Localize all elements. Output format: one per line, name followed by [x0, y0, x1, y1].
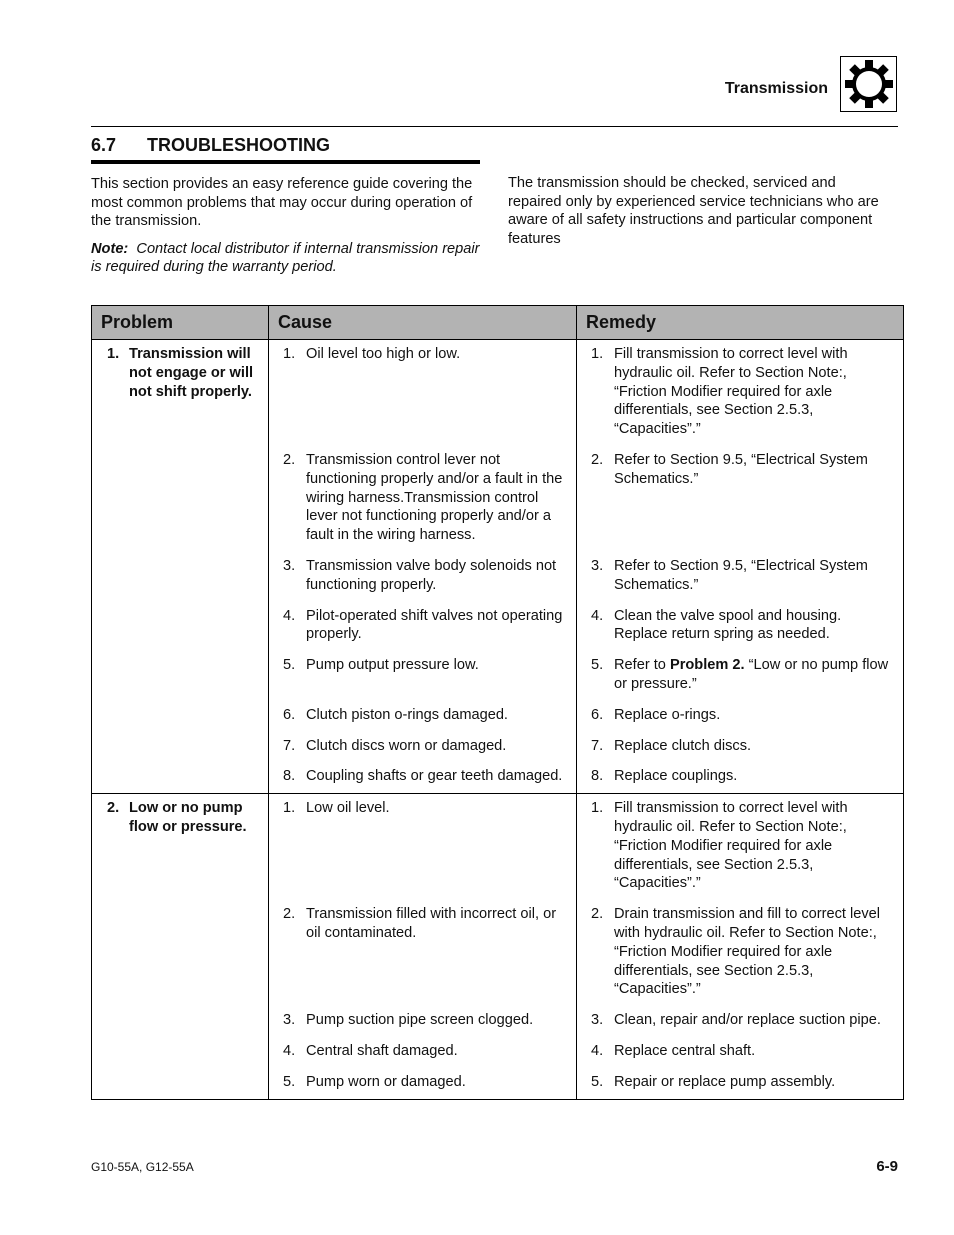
remedy-text: Fill transmission to correct level with hydraulic oil. Refer to Section Note:, “Friction Modifier required for axle differentials, see Section 2.5.3, “Capacities”.”	[614, 346, 848, 438]
remedy-cell	[577, 656, 904, 706]
remedy-text: Refer to Section 9.5, “Electrical System Schematics.”	[614, 451, 868, 487]
remedy-number: 8.	[591, 768, 604, 785]
remedy-item	[577, 345, 903, 439]
remedy-text	[614, 656, 893, 694]
remedy-number: 5.	[591, 1073, 604, 1090]
remedy-number: 2.	[591, 906, 604, 923]
remedy-cell	[577, 767, 904, 793]
cause-text: Pilot-operated shift valves not operating properly.	[306, 607, 563, 643]
remedy-item	[577, 767, 903, 786]
cause-text: Transmission control lever not functioning properly and/or a fault in the wiring harness.Transmission control lever not functioning properly and/or a fault in the wiring harness.	[306, 451, 563, 544]
remedy-item	[577, 706, 903, 725]
table-header-row	[92, 306, 904, 340]
remedy-problem-reference[interactable]: Problem 2.	[669, 657, 745, 674]
cause-item	[269, 557, 576, 595]
remedy-text-suffix: “Low or no pump flow or pressure.”	[614, 657, 889, 692]
remedy-text: Clean the valve spool and housing. Replace return spring as needed.	[614, 607, 842, 643]
cause-text: Pump output pressure low.	[306, 657, 479, 674]
remedy-item	[577, 557, 903, 595]
remedy-cell	[577, 340, 904, 451]
table-row	[92, 794, 904, 905]
section-underline	[91, 160, 480, 164]
remedy-text: Replace clutch discs.	[614, 737, 752, 754]
cause-item	[269, 767, 576, 786]
cause-item	[269, 737, 576, 756]
remedy-item	[577, 1011, 903, 1030]
cause-cell	[269, 1042, 577, 1073]
remedy-number: 5.	[591, 657, 604, 674]
cause-cell	[269, 737, 577, 768]
intro-paragraph: This section provides an easy reference guide covering the most common problems that may occur during operation of the transmission.	[91, 176, 473, 230]
table-row	[92, 340, 904, 451]
note-paragraph	[91, 240, 486, 277]
cause-number: 5.	[283, 1073, 296, 1090]
remedy-item	[577, 1042, 903, 1061]
remedy-text: Refer to Section 9.5, “Electrical System Schematics.”	[614, 557, 868, 593]
cause-cell	[269, 1011, 577, 1042]
problem-cell	[92, 340, 269, 794]
cause-text: Clutch piston o-rings damaged.	[306, 706, 508, 723]
remedy-cell	[577, 706, 904, 737]
cause-item	[269, 607, 576, 645]
cause-item	[269, 1073, 576, 1092]
remedy-item	[577, 1073, 903, 1092]
cause-item	[269, 656, 576, 675]
remedy-number: 7.	[591, 737, 604, 754]
cause-text: Pump worn or damaged.	[306, 1073, 466, 1090]
page-number: 6-9	[876, 1158, 898, 1175]
remedy-cell	[577, 737, 904, 768]
cause-text: Transmission filled with incorrect oil, or oil contaminated.	[306, 906, 557, 941]
header-remedy: Remedy	[577, 306, 904, 340]
cause-number: 1.	[283, 346, 296, 362]
cause-number: 4.	[283, 1042, 296, 1059]
cause-cell	[269, 607, 577, 657]
remedy-text: Clean, repair and/or replace suction pipe.	[614, 1012, 881, 1029]
remedy-text: Repair or replace pump assembly.	[614, 1073, 836, 1090]
cause-number: 2.	[283, 906, 296, 923]
cause-item	[269, 451, 576, 545]
remedy-text: Replace central shaft.	[614, 1042, 756, 1059]
remedy-number: 4.	[591, 1042, 604, 1059]
remedy-number: 2.	[591, 451, 604, 468]
cause-text: Pump suction pipe screen clogged.	[306, 1012, 534, 1029]
remedy-cell	[577, 1011, 904, 1042]
remedy-number: 6.	[591, 706, 604, 723]
remedy-number: 1.	[591, 800, 604, 817]
remedy-item	[577, 737, 903, 756]
note-label: Note:	[91, 240, 129, 257]
cause-cell	[269, 767, 577, 793]
problem-title: Transmission will not engage or will not shift properly.	[129, 346, 254, 400]
cause-number: 7.	[283, 737, 296, 754]
header-problem: Problem	[92, 306, 269, 340]
remedy-cell	[577, 451, 904, 557]
header-rule	[91, 126, 898, 127]
cause-cell	[269, 656, 577, 706]
remedy-number: 3.	[591, 557, 604, 574]
problem-number: 1.	[107, 346, 120, 362]
cause-cell	[269, 340, 577, 451]
header-cause: Cause	[269, 306, 577, 340]
cause-number: 6.	[283, 706, 296, 723]
remedy-cell	[577, 1073, 904, 1099]
chapter-title: Transmission	[724, 80, 828, 97]
remedy-text: Fill transmission to correct level with hydraulic oil. Refer to Section Note:, “Friction Modifier required for axle differentials, see Section 2.5.3, “Capacities”.”	[614, 800, 848, 892]
cause-number: 2.	[283, 451, 296, 468]
cause-cell	[269, 557, 577, 607]
intro-left-column	[91, 175, 486, 286]
cause-number: 4.	[283, 607, 296, 624]
problem-item	[92, 345, 268, 401]
cause-item	[269, 1011, 576, 1030]
remedy-cell	[577, 607, 904, 657]
cause-text: Oil level too high or low.	[306, 346, 461, 362]
cause-text: Coupling shafts or gear teeth damaged.	[306, 768, 563, 785]
cause-cell	[269, 451, 577, 557]
cause-number: 5.	[283, 657, 296, 674]
chapter-icon-box	[840, 56, 897, 112]
gear-icon	[844, 59, 894, 109]
remedy-text: Drain transmission and fill to correct level with hydraulic oil. Refer to Section Note:, “Friction Modifier required for axle differentials, see Section 2.5.3, “Capacities”.”	[614, 906, 881, 998]
problem-title: Low or no pump flow or pressure.	[129, 800, 247, 835]
remedy-cell	[577, 905, 904, 1011]
note-text: Contact local distributor if internal transmission repair is required during the warranty period.	[91, 240, 480, 276]
remedy-number: 4.	[591, 607, 604, 624]
intro-right-paragraph: The transmission should be checked, serviced and repaired only by experienced service technicians who are aware of all safety instructions and particular component features	[508, 175, 879, 247]
section-heading	[91, 135, 480, 156]
intro-right-column	[508, 174, 893, 248]
cause-number: 1.	[283, 800, 296, 817]
cause-cell	[269, 1073, 577, 1099]
cause-cell	[269, 905, 577, 1011]
section-number: 6.7	[91, 135, 117, 155]
remedy-text-prefix: Refer to	[614, 657, 670, 674]
section-title: TROUBLESHOOTING	[147, 135, 330, 155]
remedy-cell	[577, 557, 904, 607]
remedy-item	[577, 607, 903, 645]
cause-item	[269, 345, 576, 364]
cause-text: Low oil level.	[306, 800, 390, 817]
cause-item	[269, 1042, 576, 1061]
remedy-text: Replace couplings.	[614, 768, 738, 785]
remedy-item	[577, 799, 903, 893]
cause-item	[269, 799, 576, 818]
cause-cell	[269, 706, 577, 737]
troubleshooting-table	[91, 305, 904, 1100]
problem-number: 2.	[107, 800, 120, 817]
footer-model: G10-55A, G12-55A	[91, 1160, 194, 1174]
cause-text: Central shaft damaged.	[306, 1042, 458, 1059]
cause-number: 3.	[283, 1012, 296, 1029]
cause-text: Transmission valve body solenoids not functioning properly.	[306, 557, 557, 593]
cause-cell	[269, 794, 577, 905]
cause-number: 3.	[283, 557, 296, 574]
cause-item	[269, 905, 576, 943]
remedy-number: 3.	[591, 1012, 604, 1029]
remedy-cell	[577, 794, 904, 905]
remedy-number: 1.	[591, 346, 604, 362]
cause-item	[269, 706, 576, 725]
remedy-item	[577, 451, 903, 489]
table-body	[92, 340, 904, 1100]
cause-number: 8.	[283, 768, 296, 785]
remedy-text: Replace o-rings.	[614, 706, 721, 723]
remedy-cell	[577, 1042, 904, 1073]
remedy-item	[577, 656, 903, 694]
problem-item	[92, 799, 268, 837]
cause-text: Clutch discs worn or damaged.	[306, 737, 507, 754]
remedy-item	[577, 905, 903, 999]
problem-cell	[92, 794, 269, 1099]
